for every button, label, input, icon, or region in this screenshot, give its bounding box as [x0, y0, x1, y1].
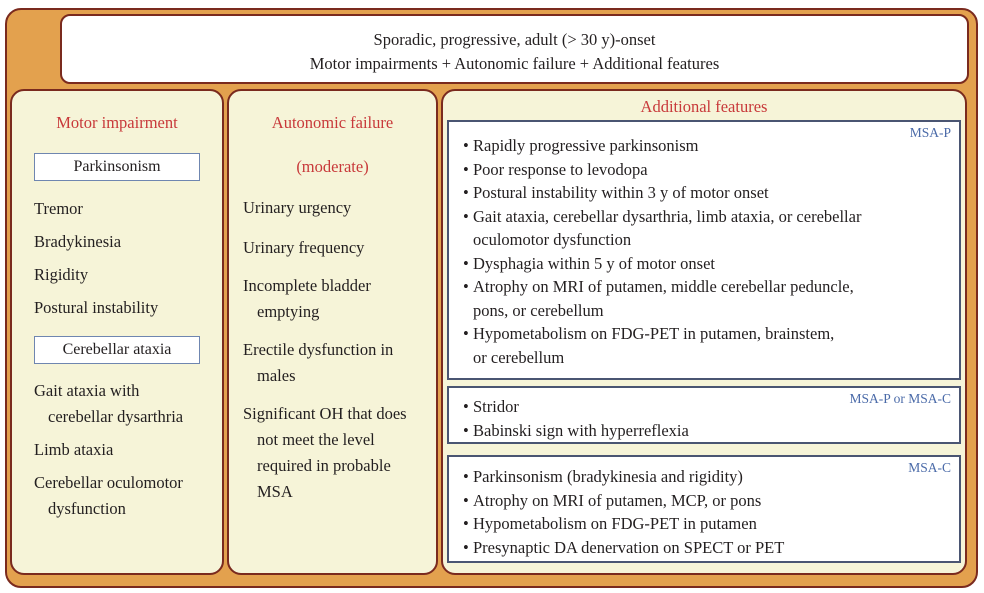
cerebellar-item-line: Gait ataxia with — [34, 381, 140, 400]
bullet-icon: • — [463, 490, 469, 510]
feature-text: Babinski sign with hyperreflexia — [473, 420, 689, 440]
bullet-icon: • — [463, 253, 469, 273]
additional-features-title: Additional features — [640, 97, 768, 116]
feature-item — [449, 275, 959, 322]
feature-text: Parkinsonism (bradykinesia and rigidity) — [473, 467, 743, 486]
cerebellar-item — [12, 437, 222, 463]
autonomic-item-line: Incomplete bladder — [243, 276, 371, 295]
feature-text: Hypometabolism on FDG-PET in putamen, brainstem, — [473, 324, 835, 343]
bullet-icon: • — [463, 183, 469, 202]
feature-item — [449, 252, 959, 276]
autonomic-item-line: required in probable — [257, 456, 391, 475]
feature-item — [449, 322, 959, 369]
feature-item — [449, 158, 959, 182]
feature-text-cont: pons, or cerebellum — [473, 300, 604, 320]
bullet-icon: • — [463, 537, 469, 557]
feature-text: Presynaptic DA denervation on SPECT or PET — [473, 537, 785, 557]
autonomic-failure-panel — [227, 89, 438, 575]
autonomic-item-line: Urinary frequency — [243, 238, 365, 257]
feature-item — [449, 205, 959, 252]
autonomic-item-line: emptying — [257, 302, 320, 321]
cerebellar-ataxia-label-box: Cerebellar ataxia — [34, 336, 200, 364]
autonomic-item-line: Significant OH that does — [243, 404, 407, 423]
feature-text-cont: or cerebellum — [473, 347, 565, 367]
feature-text: Rapidly progressive parkinsonism — [473, 136, 699, 155]
autonomic-item — [229, 195, 436, 221]
msa-p-or-c-features-box — [447, 386, 961, 444]
feature-text: Atrophy on MRI of putamen, middle cerebellar peduncle, — [473, 277, 854, 296]
feature-item — [449, 134, 959, 158]
autonomic-item — [229, 337, 436, 389]
cerebellar-item-line: Limb ataxia — [34, 440, 114, 459]
autonomic-item-line: MSA — [257, 482, 293, 501]
cerebellar-item-line: cerebellar dysarthria — [48, 407, 184, 426]
feature-text: Hypometabolism on FDG-PET in putamen — [473, 514, 757, 533]
autonomic-item-line: Urinary urgency — [243, 198, 352, 217]
msa-p-or-c-tag: MSA-P or MSA-C — [849, 391, 951, 406]
header-line-1: Sporadic, progressive, adult (> 30 y)-onset — [373, 30, 656, 49]
bullet-icon: • — [463, 397, 469, 416]
feature-text: Postural instability within 3 y of motor onset — [473, 183, 769, 202]
bullet-icon: • — [463, 206, 469, 226]
motor-item: Bradykinesia — [34, 232, 122, 251]
cerebellar-item-line: dysfunction — [48, 499, 126, 518]
feature-text: Poor response to levodopa — [473, 159, 648, 179]
motor-item: Rigidity — [34, 265, 89, 284]
motor-item: Postural instability — [34, 298, 159, 317]
feature-text-cont: oculomotor dysfunction — [473, 230, 632, 249]
cerebellar-item-line: Cerebellar oculomotor — [34, 473, 183, 492]
bullet-icon: • — [463, 159, 469, 179]
parkinsonism-label-box: Parkinsonism — [34, 153, 200, 181]
bullet-icon: • — [463, 277, 469, 296]
msa-c-features-box — [447, 455, 961, 563]
cerebellar-item — [12, 378, 222, 430]
autonomic-item-line: males — [257, 366, 296, 385]
feature-item — [449, 181, 959, 205]
motor-impairment-title: Motor impairment — [56, 113, 178, 132]
motor-impairment-panel — [10, 89, 224, 575]
bullet-icon: • — [463, 324, 469, 343]
feature-item — [449, 512, 959, 536]
autonomic-item — [229, 401, 436, 505]
autonomic-failure-subtitle: (moderate) — [296, 157, 369, 176]
msa-p-tag: MSA-P — [909, 125, 951, 140]
feature-text: Gait ataxia, cerebellar dysarthria, limb ataxia, or cerebellar — [473, 206, 862, 226]
bullet-icon: • — [463, 514, 469, 533]
motor-item: Tremor — [34, 199, 83, 218]
feature-item — [449, 489, 959, 513]
msa-c-tag: MSA-C — [908, 460, 951, 475]
autonomic-failure-title: Autonomic failure — [271, 113, 394, 132]
feature-text: Atrophy on MRI of putamen, MCP, or pons — [473, 490, 762, 510]
header-line-2: Motor impairments + Autonomic failure + Additional features — [309, 54, 720, 73]
criteria-header-box — [60, 14, 969, 84]
bullet-icon: • — [463, 420, 469, 440]
autonomic-item-line: not meet the level — [257, 430, 375, 449]
autonomic-item-line: Erectile dysfunction in — [243, 340, 394, 359]
autonomic-item — [229, 235, 436, 261]
bullet-icon: • — [463, 467, 469, 486]
feature-item — [449, 536, 959, 560]
autonomic-item — [229, 273, 436, 325]
feature-text: Stridor — [473, 397, 519, 416]
additional-features-panel — [441, 89, 967, 575]
cerebellar-item — [12, 470, 222, 522]
feature-item — [449, 465, 959, 489]
feature-text: Dysphagia within 5 y of motor onset — [473, 253, 715, 273]
bullet-icon: • — [463, 136, 469, 155]
feature-item — [449, 419, 959, 443]
msa-p-features-box — [447, 120, 961, 380]
